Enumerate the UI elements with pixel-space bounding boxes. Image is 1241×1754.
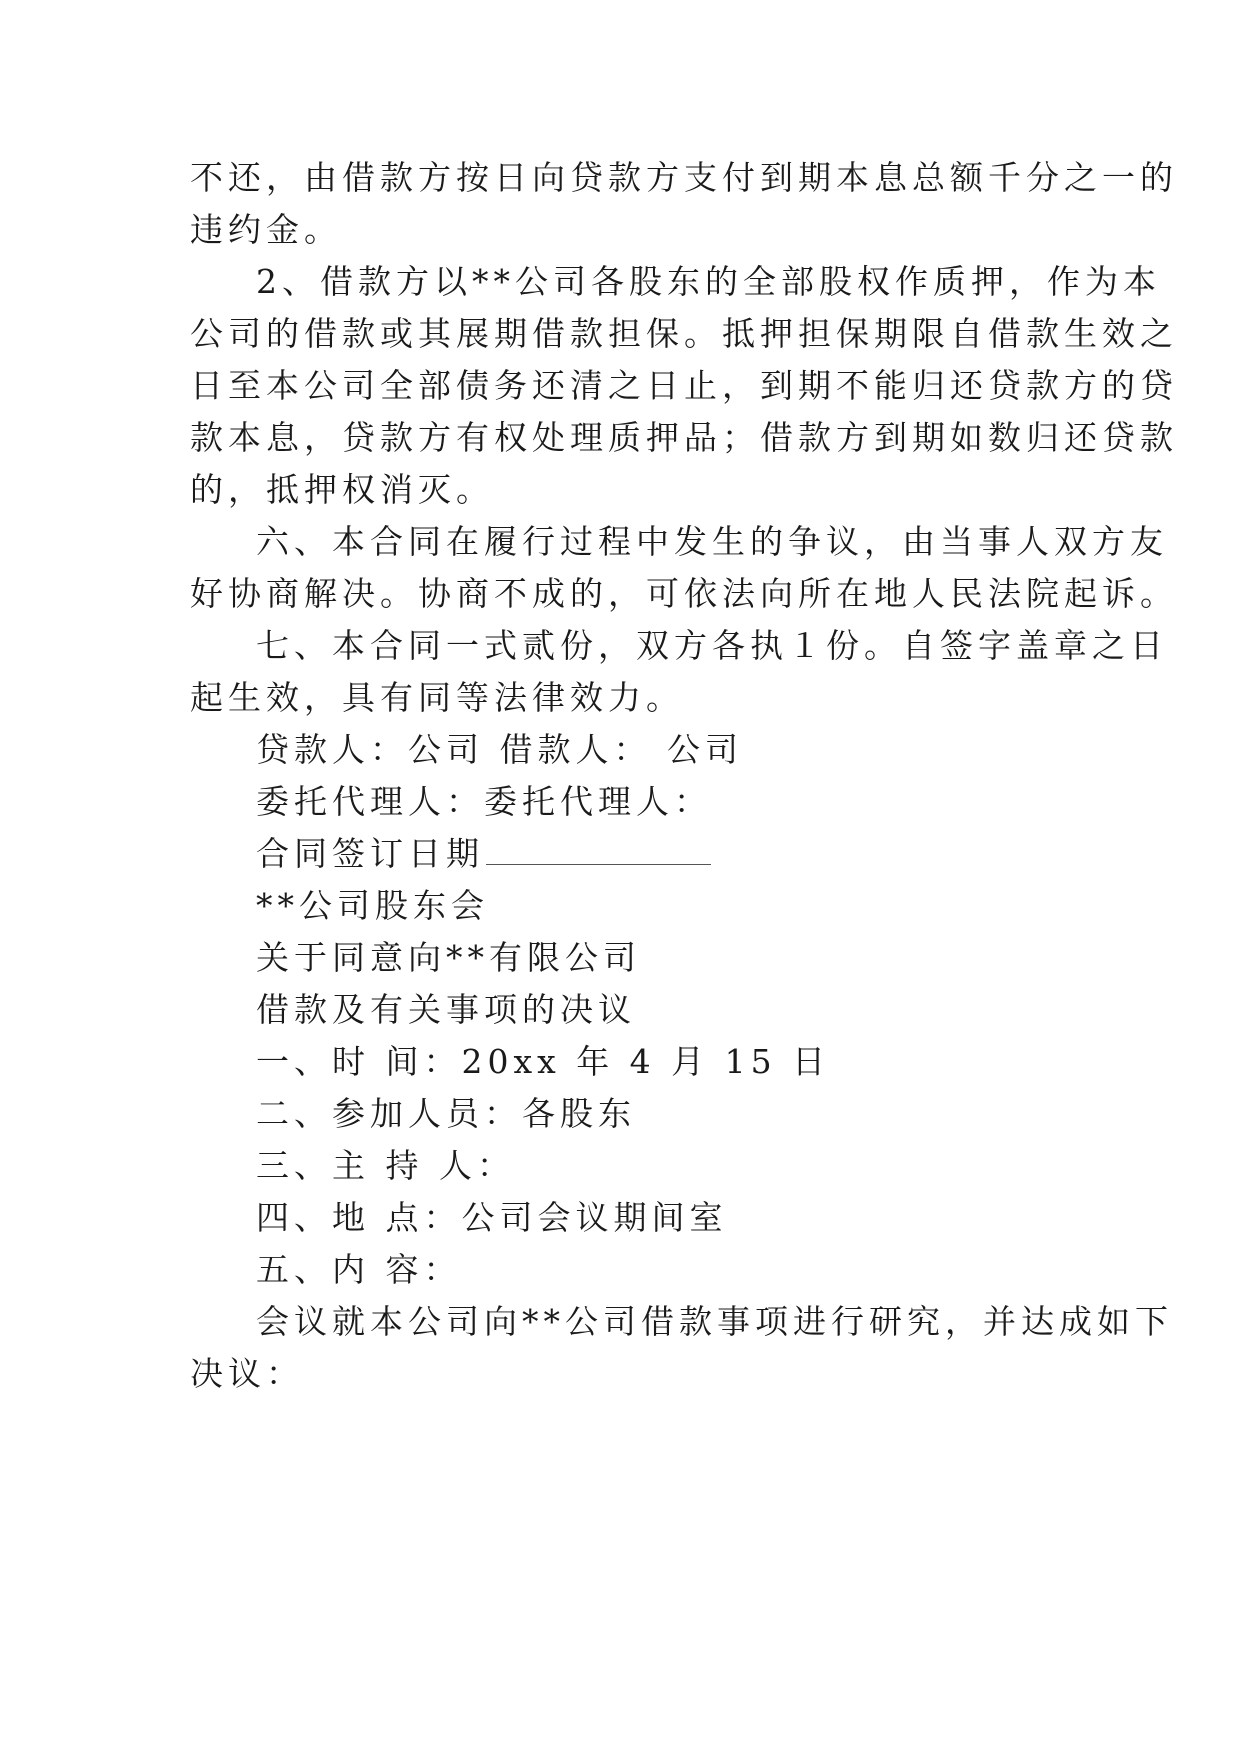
paragraph-line: 起生效，具有同等法律效力。 [190,678,684,717]
resolution-heading-line: **公司股东会 [256,886,489,925]
paragraph-line: 好协商解决。协商不成的，可依法向所在地人民法院起诉。 [190,574,1178,613]
paragraph-line: 决议： [190,1354,304,1393]
meeting-host-line: 三、主 持 人： [256,1146,515,1185]
agent-line: 委托代理人：委托代理人： [256,782,712,821]
document-page [190,155,1178,1595]
paragraph-line: 不还，由借款方按日向贷款方支付到期本息总额千分之一的 [190,158,1178,197]
meeting-attendees-line: 二、参加人员：各股东 [256,1094,636,1133]
resolution-heading-line: 关于同意向**有限公司 [256,938,641,977]
paragraph-line: 的，抵押权消灭。 [190,470,494,509]
sign-date-label: 合同签订日期 [256,834,484,873]
paragraph-line: 公司的借款或其展期借款担保。抵押担保期限自借款生效之 [190,314,1178,353]
signature-parties-line: 贷款人：公司 借款人： 公司 [256,730,743,769]
paragraph-line: 六、本合同在履行过程中发生的争议，由当事人双方友 [256,522,1168,561]
paragraph-line: 七、本合同一式贰份，双方各执１份。自签字盖章之日 [256,626,1168,665]
paragraph-line: 日至本公司全部债务还清之日止，到期不能归还贷款方的贷 [190,366,1178,405]
paragraph-line: 2、借款方以**公司各股东的全部股权作质押，作为本 [256,262,1161,301]
meeting-location-line: 四、地 点：公司会议期间室 [256,1198,728,1237]
meeting-content-line: 五、内 容： [256,1250,462,1289]
sign-date-line [256,831,711,877]
sign-date-blank [486,834,711,865]
paragraph-line: 违约金。 [190,210,342,249]
paragraph-line: 会议就本公司向**公司借款事项进行研究，并达成如下 [256,1302,1173,1341]
meeting-time-line: 一、时 间：20xx 年 4 月 15 日 [256,1042,831,1081]
paragraph-line: 款本息，贷款方有权处理质押品；借款方到期如数归还贷款 [190,418,1178,457]
resolution-heading-line: 借款及有关事项的决议 [256,990,636,1029]
